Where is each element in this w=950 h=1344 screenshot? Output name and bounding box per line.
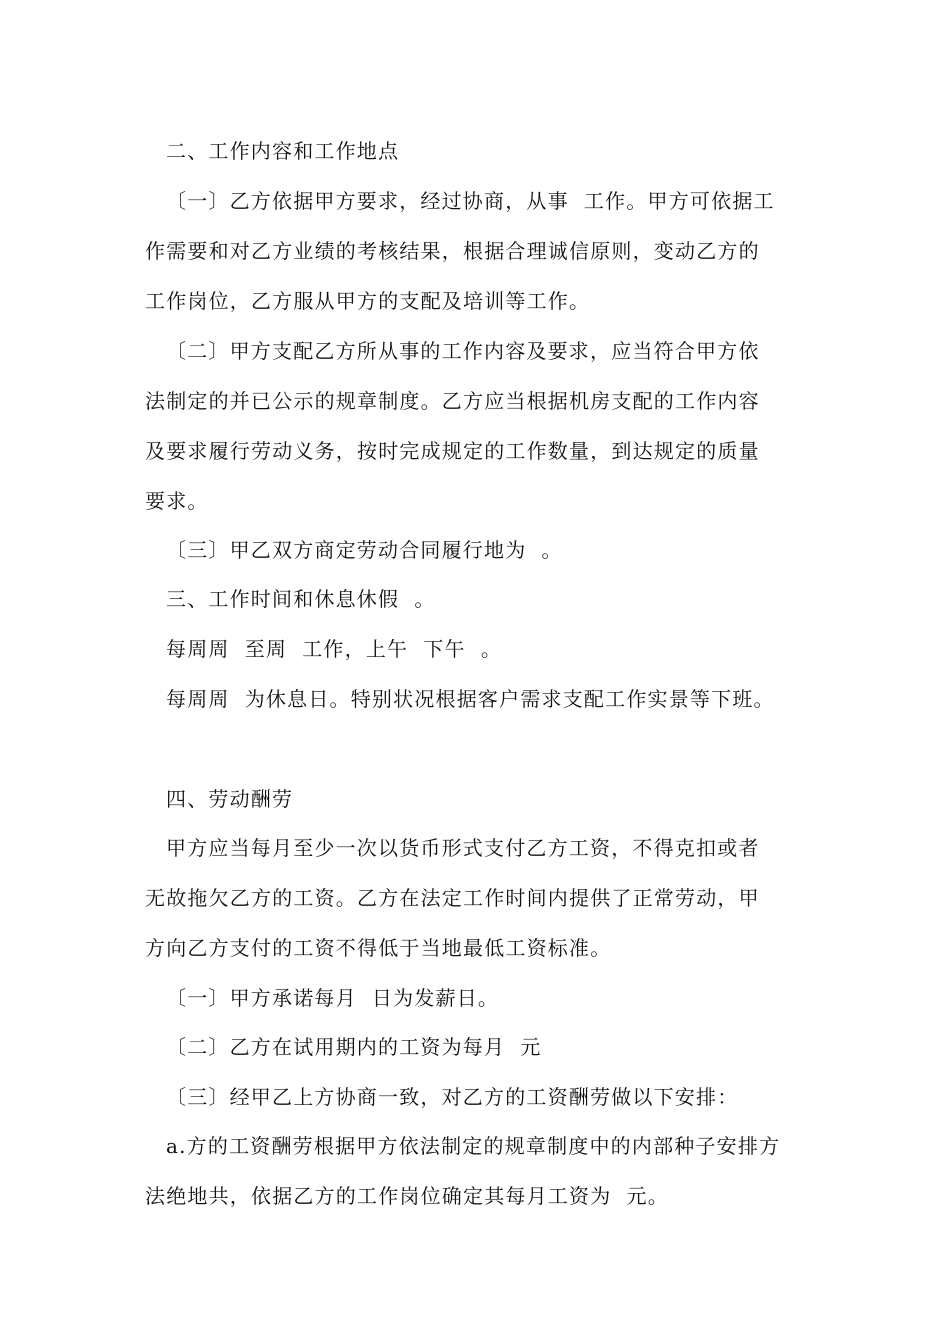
section-2-heading: 二、工作内容和工作地点 (166, 139, 400, 163)
section-3-line-1: 每周周 至周 工作，上午 下午 。 (166, 637, 503, 661)
section-4-intro-line-2: 无故拖欠乙方的工资。乙方在法定工作时间内提供了正常劳动，甲 (145, 886, 760, 910)
section-2-para-2-line-4: 要求。 (145, 489, 209, 513)
section-2-para-1-line-1: 〔一〕乙方依据甲方要求，经过协商，从事 工作。甲方可依据工 (166, 189, 775, 213)
section-2-para-2-line-2: 法制定的并已公示的规章制度。乙方应当根据机房支配的工作内容 (145, 389, 760, 413)
section-2-para-2-line-1: 〔二〕甲方支配乙方所从事的工作内容及要求，应当符合甲方依 (166, 339, 760, 363)
section-4-item-a-line-2: 法绝地共，依据乙方的工作岗位确定其每月工资为 元。 (145, 1184, 669, 1208)
section-4-item-a-line-1: a.方的工资酬劳根据甲方依法制定的规章制度中的内部种子安排方 (166, 1134, 781, 1158)
section-4-intro-line-1: 甲方应当每月至少一次以货币形式支付乙方工资，不得克扣或者 (166, 836, 760, 860)
section-4-item-3: 〔三〕经甲乙上方协商一致，对乙方的工资酬劳做以下安排： (166, 1085, 739, 1109)
section-2-para-3: 〔三〕甲乙双方商定劳动合同履行地为 。 (166, 538, 563, 562)
section-4-item-1: 〔一〕甲方承诺每月 日为发薪日。 (166, 986, 500, 1010)
section-4-intro-line-3: 方向乙方支付的工资不得低于当地最低工资标准。 (145, 936, 612, 960)
section-2-para-1-line-2: 作需要和对乙方业绩的考核结果，根据合理诚信原则，变动乙方的 (145, 239, 760, 263)
section-2-para-1-line-3: 工作岗位，乙方服从甲方的支配及培训等工作。 (145, 289, 591, 313)
section-2-para-2-line-3: 及要求履行劳动义务，按时完成规定的工作数量，到达规定的质量 (145, 439, 760, 463)
section-4-item-2: 〔二〕乙方在试用期内的工资为每月 元 (166, 1035, 542, 1059)
section-3-line-2: 每周周 为休息日。特别状况根据客户需求支配工作实景等下班。 (166, 687, 775, 711)
section-3-heading: 三、工作时间和休息休假 。 (166, 587, 436, 611)
section-4-heading: 四、劳动酬劳 (166, 787, 294, 811)
